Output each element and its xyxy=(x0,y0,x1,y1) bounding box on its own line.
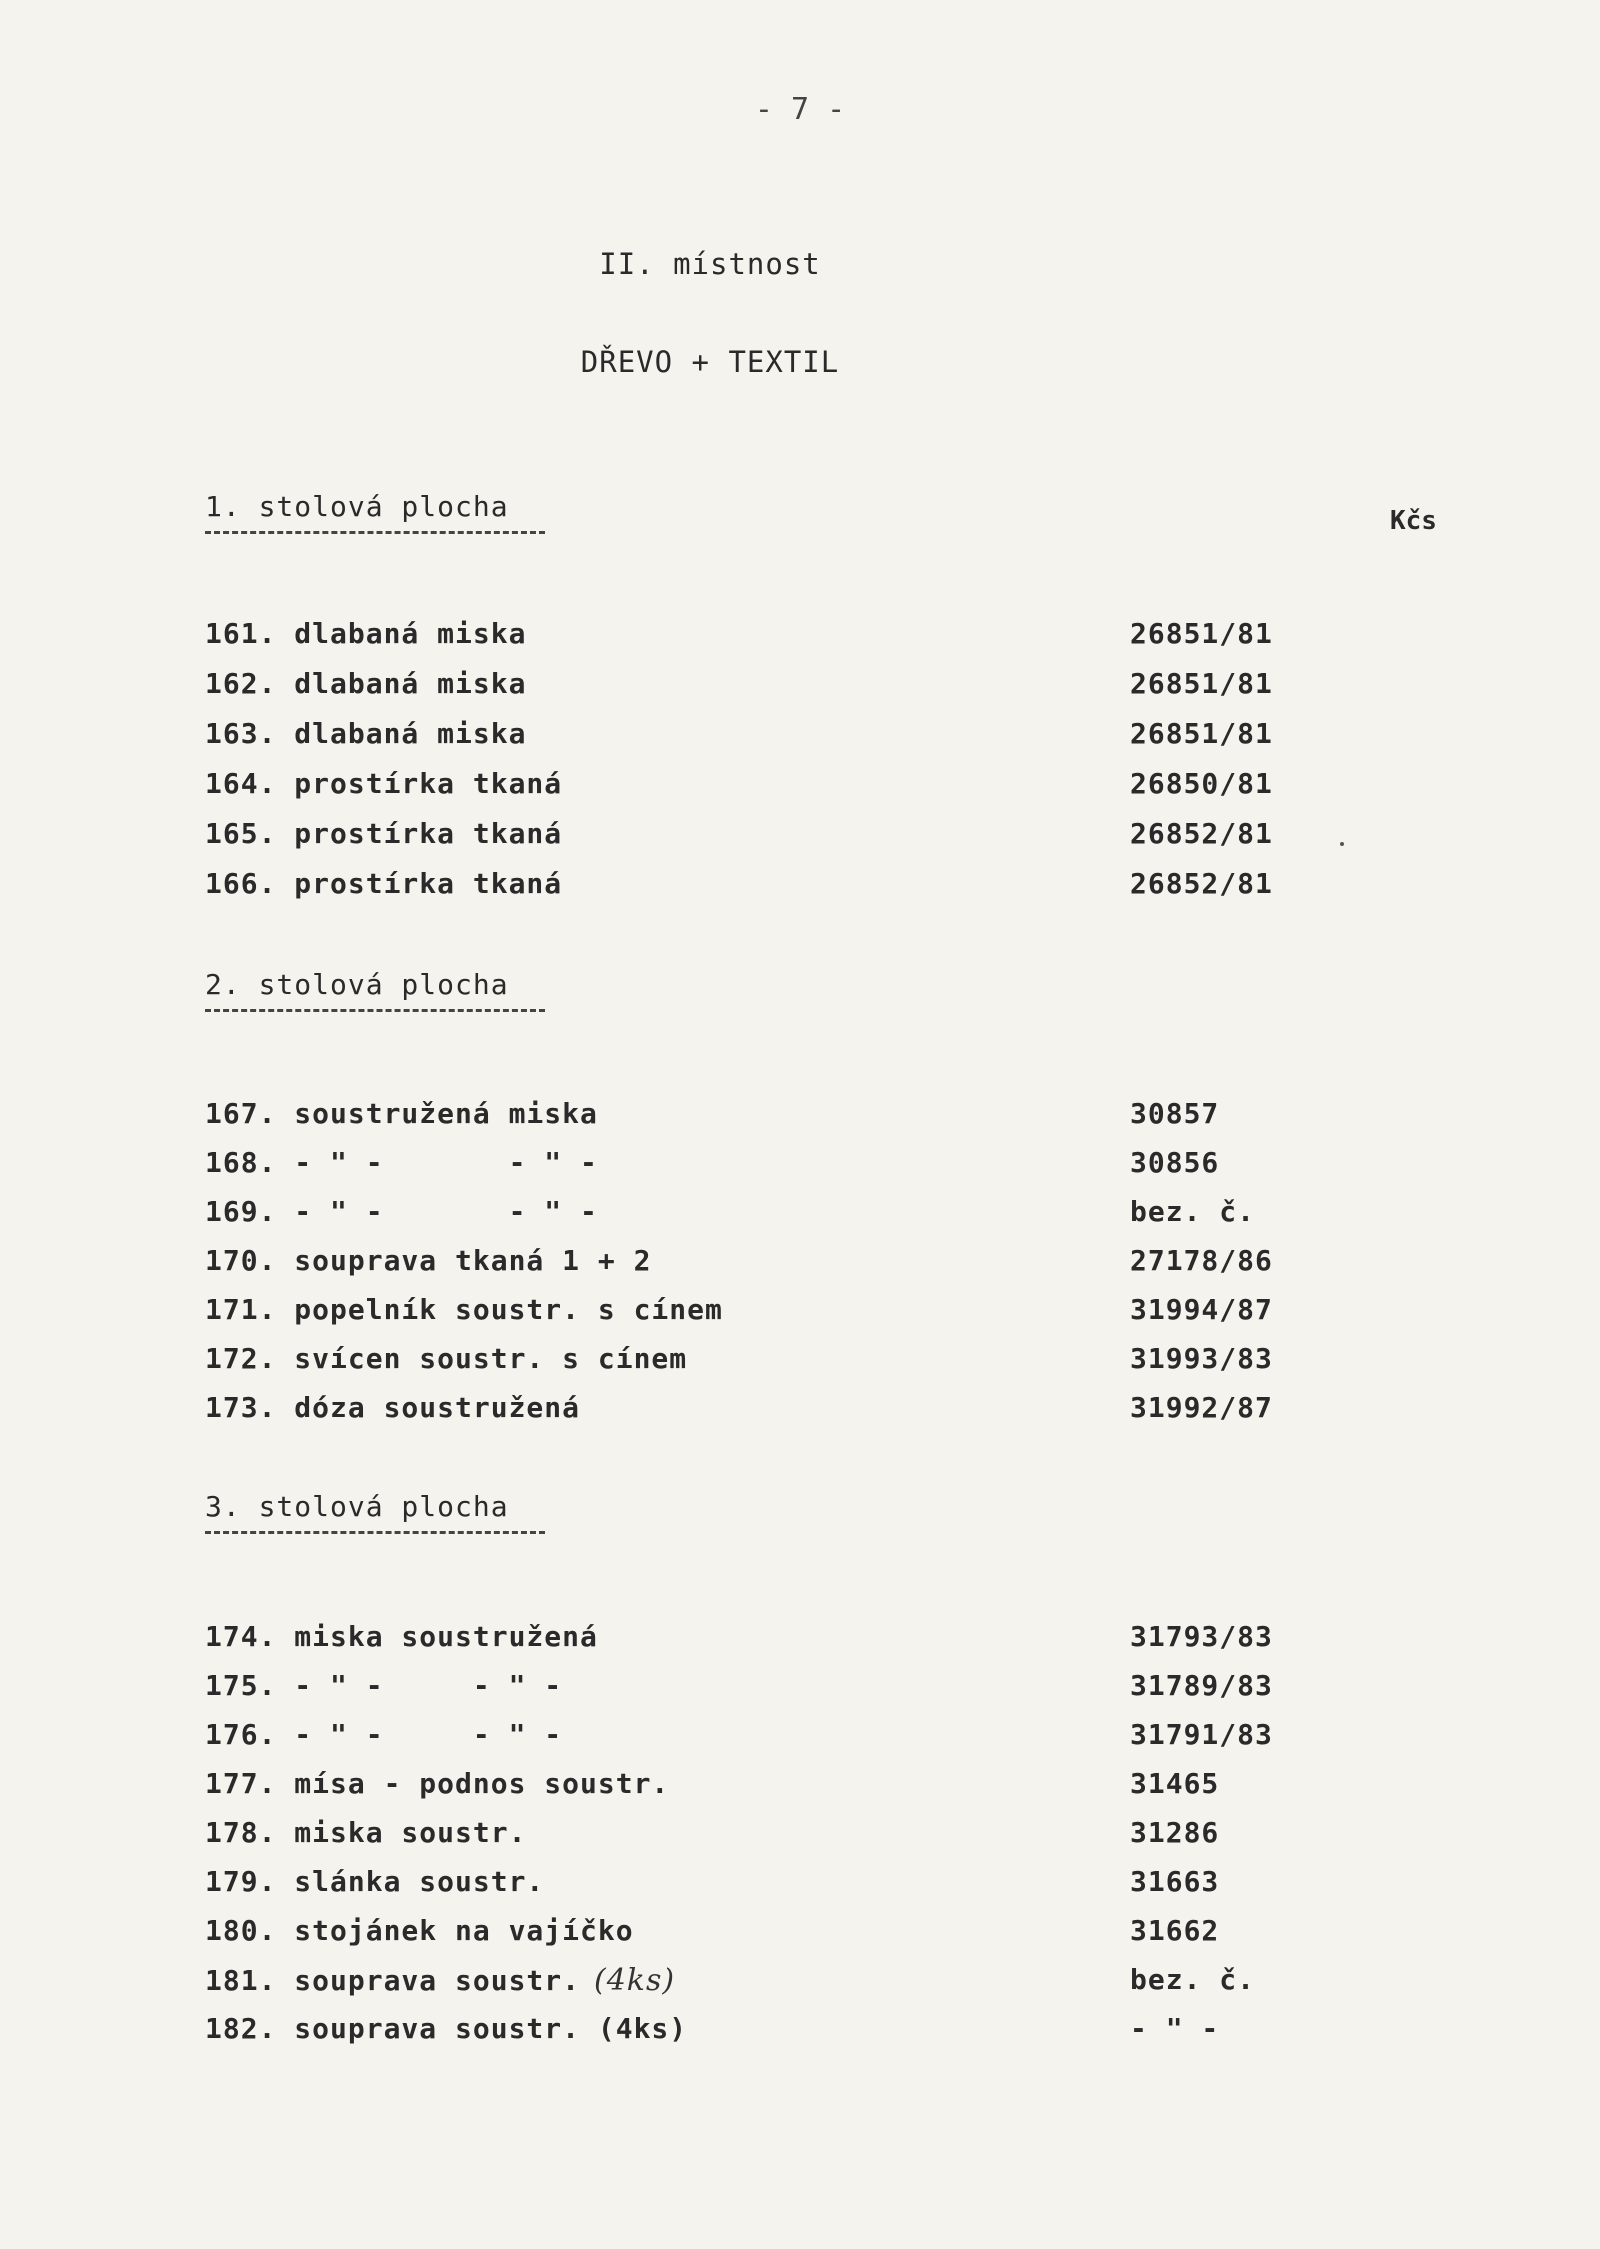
category-heading: DŘEVO + TEXTIL xyxy=(580,345,840,379)
list-item xyxy=(205,717,1305,757)
list-item xyxy=(205,1914,1305,1954)
list-item xyxy=(205,1391,1305,1431)
list-item xyxy=(205,1195,1305,1235)
inventory-number: 31791/83 xyxy=(1130,1718,1273,1751)
item-label: 163. dlabaná miska xyxy=(205,717,527,750)
room-heading: II. místnost xyxy=(599,247,821,281)
list-item xyxy=(205,1244,1305,1284)
currency-label: Kčs xyxy=(1390,506,1437,536)
item-label-text: 181. souprava soustr. xyxy=(205,1964,581,1997)
section-title: 2. stolová plocha xyxy=(205,968,545,1012)
list-item xyxy=(205,1718,1305,1758)
inventory-number: 26852/81 xyxy=(1130,867,1273,900)
item-label: 179. slánka soustr. xyxy=(205,1865,545,1898)
list-item xyxy=(205,1342,1305,1382)
list-item xyxy=(205,1293,1305,1333)
item-label: 162. dlabaná miska xyxy=(205,667,527,700)
inventory-number: 27178/86 xyxy=(1130,1244,1273,1277)
inventory-number: 31789/83 xyxy=(1130,1669,1273,1702)
item-label: 177. mísa - podnos soustr. xyxy=(205,1767,670,1800)
item-label: 176. - " - - " - xyxy=(205,1718,563,1751)
list-item xyxy=(205,1669,1305,1709)
list-item xyxy=(205,767,1305,807)
item-label: 178. miska soustr. xyxy=(205,1816,527,1849)
item-label: 161. dlabaná miska xyxy=(205,617,527,650)
inventory-number: 26851/81 xyxy=(1130,717,1273,750)
item-label: 172. svícen soustr. s cínem xyxy=(205,1342,688,1375)
list-item xyxy=(205,1097,1305,1137)
inventory-number: bez. č. xyxy=(1130,1195,1256,1228)
section-title: 3. stolová plocha xyxy=(205,1490,545,1534)
list-item xyxy=(205,817,1305,857)
inventory-number: 31663 xyxy=(1130,1865,1220,1898)
inventory-number: 31993/83 xyxy=(1130,1342,1273,1375)
item-label: 165. prostírka tkaná xyxy=(205,817,563,850)
inventory-number: 30856 xyxy=(1130,1146,1220,1179)
inventory-number: 31465 xyxy=(1130,1767,1220,1800)
item-label: 171. popelník soustr. s cínem xyxy=(205,1293,723,1326)
list-item xyxy=(205,1620,1305,1660)
inventory-number: - " - xyxy=(1130,2012,1220,2045)
inventory-number: 31992/87 xyxy=(1130,1391,1273,1424)
item-label: 166. prostírka tkaná xyxy=(205,867,563,900)
inventory-number: 26850/81 xyxy=(1130,767,1273,800)
inventory-number: 31994/87 xyxy=(1130,1293,1273,1326)
handwritten-note: (4ks) xyxy=(594,1963,676,1998)
inventory-number: 26851/81 xyxy=(1130,617,1273,650)
list-item xyxy=(205,667,1305,707)
item-label: 182. souprava soustr. (4ks) xyxy=(205,2012,688,2045)
item-label: 168. - " - - " - xyxy=(205,1146,598,1179)
inventory-number: 31286 xyxy=(1130,1816,1220,1849)
inventory-number: 26852/81 xyxy=(1130,817,1273,850)
item-label: 180. stojánek na vajíčko xyxy=(205,1914,634,1947)
paper-speck xyxy=(1340,842,1344,846)
item-label xyxy=(205,1963,675,1998)
section-title: 1. stolová plocha xyxy=(205,490,545,534)
list-item xyxy=(205,617,1305,657)
item-label: 164. prostírka tkaná xyxy=(205,767,563,800)
item-label: 170. souprava tkaná 1 + 2 xyxy=(205,1244,652,1277)
item-label: 174. miska soustružená xyxy=(205,1620,598,1653)
inventory-number: 30857 xyxy=(1130,1097,1220,1130)
inventory-number: bez. č. xyxy=(1130,1963,1256,1996)
inventory-number: 31793/83 xyxy=(1130,1620,1273,1653)
list-item xyxy=(205,1865,1305,1905)
list-item xyxy=(205,1963,1305,2003)
list-item xyxy=(205,1767,1305,1807)
item-label: 175. - " - - " - xyxy=(205,1669,563,1702)
page-number: - 7 - xyxy=(754,92,846,127)
item-label: 169. - " - - " - xyxy=(205,1195,598,1228)
item-label: 173. dóza soustružená xyxy=(205,1391,581,1424)
list-item xyxy=(205,1816,1305,1856)
list-item xyxy=(205,2012,1305,2052)
item-label: 167. soustružená miska xyxy=(205,1097,598,1130)
inventory-number: 31662 xyxy=(1130,1914,1220,1947)
list-item xyxy=(205,867,1305,907)
list-item xyxy=(205,1146,1305,1186)
inventory-number: 26851/81 xyxy=(1130,667,1273,700)
